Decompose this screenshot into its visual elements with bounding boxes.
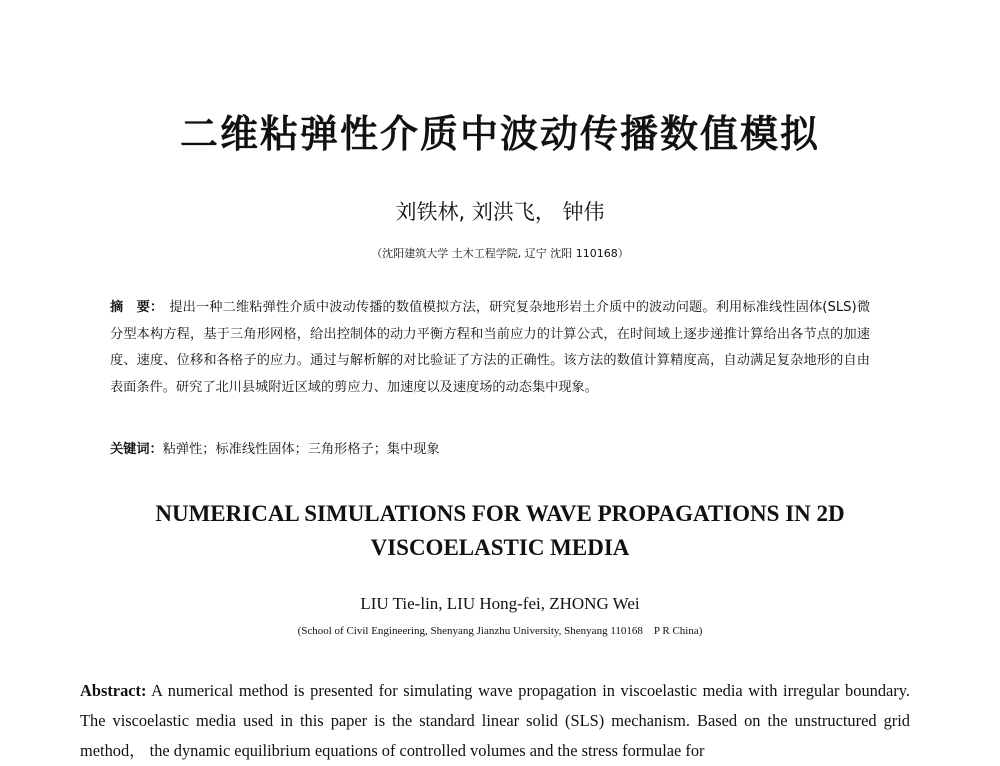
english-affiliation: (School of Civil Engineering, Shenyang Jianzhu University, Shenyang 110168 P R China)	[297, 625, 703, 637]
english-abstract	[80, 676, 910, 766]
chinese-abstract	[110, 295, 870, 401]
chinese-title: 二维粘弹性介质中波动传播数值模拟	[179, 112, 820, 156]
chinese-keywords-text: 粘弹性；标准线性固体；三角形格子；集中现象	[162, 442, 440, 457]
chinese-keywords	[110, 439, 870, 461]
english-authors: LIU Tie-lin, LIU Hong-fei, ZHONG Wei	[360, 594, 640, 613]
english-abstract-text: A numerical method is presented for simulating wave propagation in viscoelastic media with irregular boundary. The viscoelastic media used in this paper is the standard linear solid (SLS) mechanism. Based on the unstructured grid method， the dynamic equilibrium equations of controlled volumes and the stress formulae for	[80, 681, 910, 760]
chinese-keywords-label: 关键词：	[110, 442, 163, 457]
chinese-abstract-label: 摘 要：	[110, 300, 164, 315]
chinese-abstract-text: 提出一种二维粘弹性介质中波动传播的数值模拟方法，研究复杂地形岩土介质中的波动问题。利用标准线性固体(SLS)微分型本构方程，基于三角形网格，给出控制体的动力平衡方程和当前应力的计算公式，在时间域上逐步递推计算给出各节点的加速度、速度、位移和各格子的应力。通过与解析解的对比验证了方法的正确性。该方法的数值计算精度高，自动满足复杂地形的自由表面条件。研究了北川县城附近区域的剪应力、加速度以及速度场的动态集中现象。	[110, 300, 871, 395]
chinese-authors: 刘铁林, 刘洪飞， 钟伟	[395, 200, 605, 224]
chinese-affiliation: （沈阳建筑大学 土木工程学院, 辽宁 沈阳 110168）	[371, 247, 629, 260]
english-abstract-label: Abstract:	[80, 681, 147, 700]
english-title: NUMERICAL SIMULATIONS FOR WAVE PROPAGATIONS IN 2D VISCOELASTIC MEDIA	[155, 501, 845, 560]
